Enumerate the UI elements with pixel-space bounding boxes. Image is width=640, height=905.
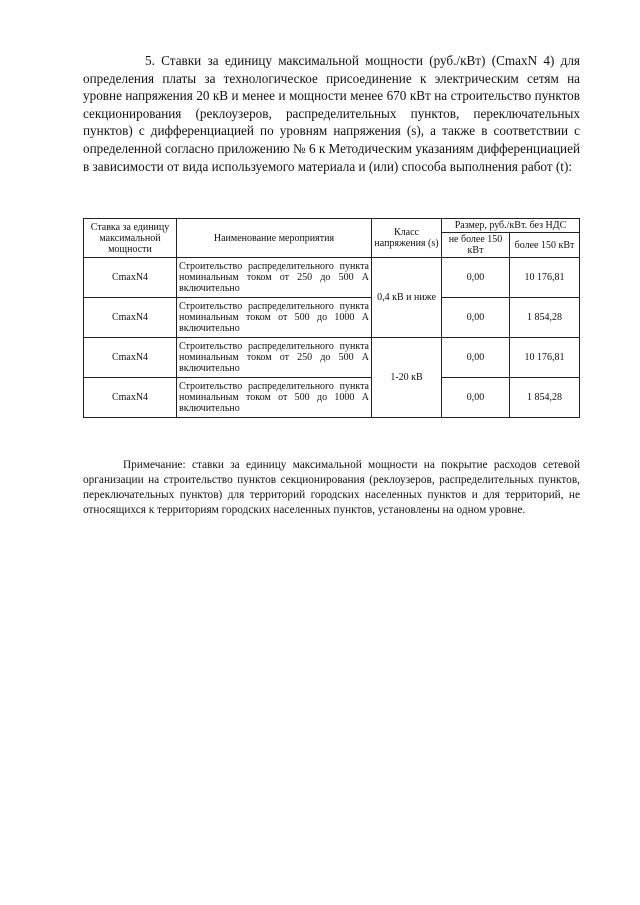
value-gt150-cell: 1 854,28 [510,298,580,338]
table-row [84,258,580,298]
header-le150: не более 150 кВт [442,233,510,258]
rate-code-cell: CmaxN4 [84,378,177,418]
table-row [84,338,580,378]
value-gt150-cell: 10 176,81 [510,338,580,378]
header-voltage-class: Класс напряжения (s) [372,219,442,258]
rate-code-cell: CmaxN4 [84,258,177,298]
measure-name-cell: Строительство распределительного пункта номинальным током от 250 до 500 А включительно [177,338,372,378]
header-rate: Ставка за единицу максимальной мощности [84,219,177,258]
measure-name-cell: Строительство распределительного пункта номинальным током от 500 до 1000 А включительно [177,378,372,418]
value-le150-cell: 0,00 [442,298,510,338]
voltage-class-cell: 1-20 кВ [372,338,442,418]
table-row [84,298,580,338]
value-le150-cell: 0,00 [442,338,510,378]
table-row [84,378,580,418]
rate-code-cell: CmaxN4 [84,338,177,378]
value-le150-cell: 0,00 [442,378,510,418]
measure-name-cell: Строительство распределительного пункта номинальным током от 500 до 1000 А включительно [177,298,372,338]
value-gt150-cell: 10 176,81 [510,258,580,298]
rate-code-cell: CmaxN4 [84,298,177,338]
voltage-class-cell: 0,4 кВ и ниже [372,258,442,338]
value-gt150-cell: 1 854,28 [510,378,580,418]
header-size: Размер, руб./кВт. без НДС [442,219,580,233]
intro-paragraph: 5. Ставки за единицу максимальной мощности (руб./кВт) (CmaxN 4) для определения платы за технологическое присоединение к электрическим сетям на уровне напряжения 20 кВ и менее и мощности менее 670 кВт на строительство пунктов секционирования (реклоузеров, распределительных пунктов, переключательных пунктов) с дифференциацией по уровням напряжения (s), а также в соответствии с определенной согласно приложению № 6 к Методическим указаниям дифференциацией в зависимости от вида используемого материала и (или) способа выполнения работ (t): [83,53,580,174]
note-paragraph: Примечание: ставки за единицу максимальной мощности на покрытие расходов сетевой организации на строительство пунктов секционирования (реклоузеров, распределительных пунктов, переключательных пунктов) для территорий городских населенных пунктов и для территорий, не относящихся к территориям городских населенных пунктов, установлены на одном уровне. [83,459,580,516]
header-gt150: более 150 кВт [510,233,580,258]
header-name: Наименование мероприятия [177,219,372,258]
rates-table [83,218,580,418]
value-le150-cell: 0,00 [442,258,510,298]
measure-name-cell: Строительство распределительного пункта номинальным током от 250 до 500 А включительно [177,258,372,298]
